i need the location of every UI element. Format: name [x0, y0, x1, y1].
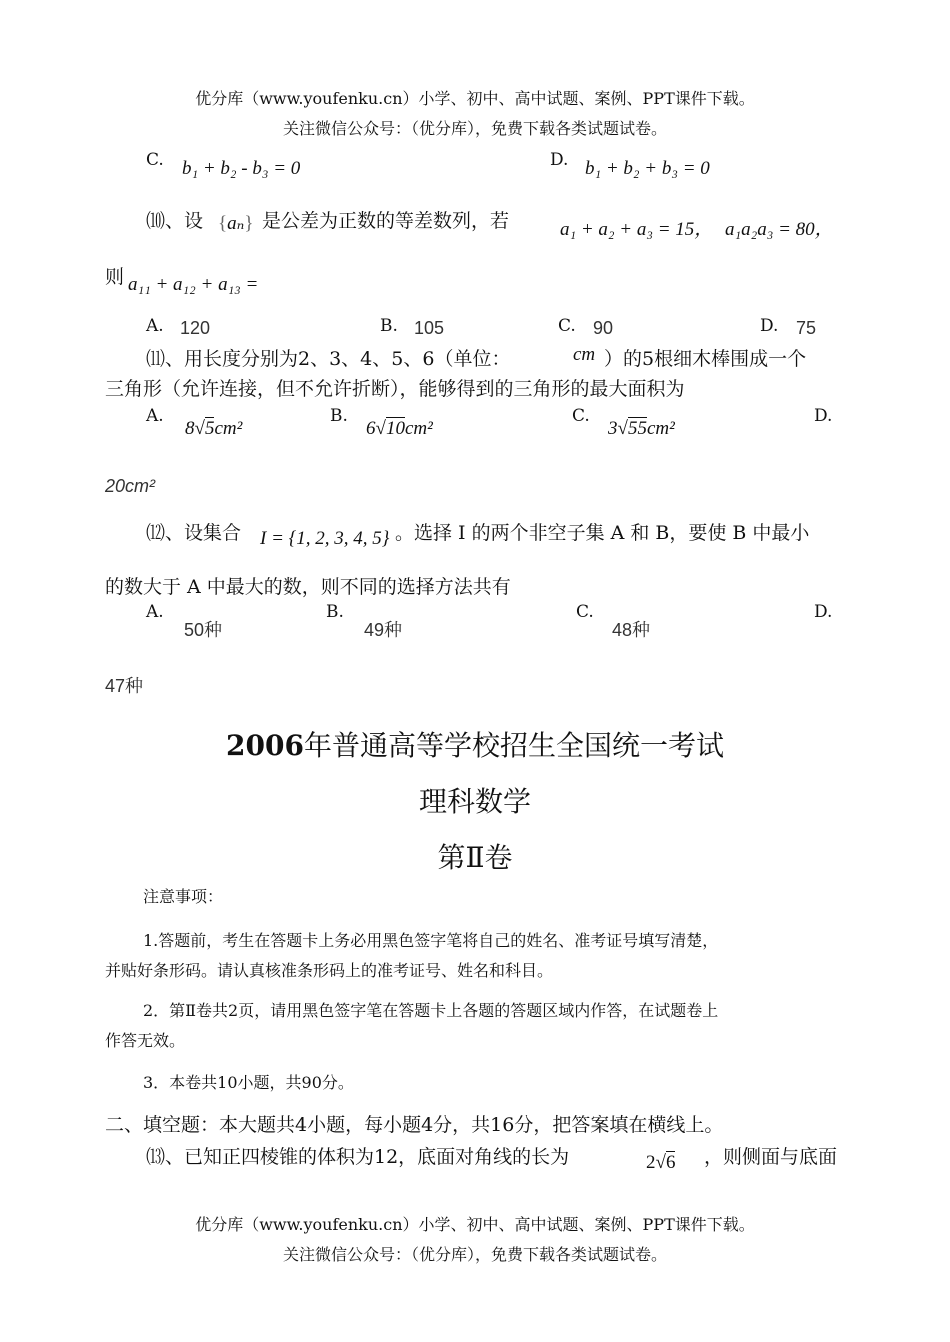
q11-option-a-unit: cm²	[214, 418, 243, 439]
q12-option-a-value: 50种	[184, 620, 223, 640]
note-1-line-2: 并贴好条形码。请认真核准条形码上的准考证号、姓名和科目。	[105, 961, 554, 980]
footer-line-1: 优分库（www.youfenku.cn）小学、初中、高中试题、案例、PPT课件下载。	[195, 1215, 755, 1234]
q11-option-d-label: D.	[814, 406, 833, 426]
q10-sequence: {aₙ}	[218, 213, 254, 234]
q11-option-c-coef: 3	[608, 418, 618, 439]
q12-option-c-value: 48种	[612, 620, 651, 640]
q10-option-c-label: C.	[558, 316, 576, 336]
q10-expression: a₁₁ + a₁₂ + a₁₃ =	[128, 274, 259, 295]
q11-option-a-value: 8√5cm²	[185, 418, 243, 439]
q13-text-b: ，则侧面与底面	[704, 1146, 838, 1168]
exam-title-year: 2006	[226, 729, 304, 762]
q11-option-b-value: 6√10cm²	[366, 418, 433, 439]
q11-option-b-coef: 6	[366, 418, 376, 439]
part2-heading: 二、填空题：本大题共4小题，每小题4分，共16分，把答案填在横线上。	[105, 1114, 724, 1136]
q10-option-a-label: A.	[146, 316, 164, 336]
q10-condition-sum: a₁ + a₂ + a₃ = 15，	[560, 219, 714, 240]
q9-option-d-label: D.	[550, 150, 569, 170]
header-line-2: 关注微信公众号：（优分库），免费下载各类试题试卷。	[282, 119, 667, 138]
q9-option-c-math: b₁ + b₂ - b₃ = 0	[182, 158, 301, 179]
q11-option-d-value: 20cm²	[105, 476, 156, 496]
note-1-line-1: 1.答题前，考生在答题卡上务必用黑色签字笔将自己的姓名、准考证号填写清楚，	[143, 931, 719, 950]
q10-option-d-label: D.	[760, 316, 779, 336]
q10-number: ⑽、设	[146, 210, 204, 232]
q9-option-c-label: C.	[146, 150, 164, 170]
q11-option-a-label: A.	[146, 406, 164, 426]
q11-unit: cm	[573, 344, 596, 365]
q11-option-a-radicand: 5	[204, 418, 215, 439]
exam-volume: 第Ⅱ卷	[437, 841, 513, 874]
q11-text-2: 三角形（允许连接，但不允许折断），能够得到的三角形的最大面积为	[105, 378, 685, 400]
exam-title-text: 年普通高等学校招生全国统一考试	[303, 729, 724, 762]
q10-option-d-value: 75	[796, 318, 817, 338]
q12-option-b-label: B.	[326, 602, 344, 622]
q10-sequence-symbol: aₙ	[227, 213, 245, 234]
note-3: 3．本卷共10小题，共90分。	[143, 1073, 354, 1092]
q10-text-1: 是公差为正数的等差数列，若	[262, 210, 510, 232]
q11-option-b-unit: cm²	[404, 418, 433, 439]
q11-option-a-coef: 8	[185, 418, 195, 439]
q10-condition-product: a₁a₂a₃ = 80，	[725, 219, 834, 240]
q11-option-c-radicand: 55	[627, 418, 647, 439]
q10-text-2: 则	[105, 266, 125, 288]
q12-option-a-label: A.	[146, 602, 164, 622]
q12-option-d-value: 47种	[105, 676, 144, 696]
q12-text-1a: ⑿、设集合	[146, 522, 242, 544]
q13-diagonal: 2√6	[646, 1152, 676, 1173]
q9-option-d-math: b₁ + b₂ + b₃ = 0	[585, 158, 710, 179]
header-line-1: 优分库（www.youfenku.cn）小学、初中、高中试题、案例、PPT课件下载。	[195, 89, 755, 108]
q13-diagonal-coef: 2	[646, 1152, 656, 1173]
note-2-line-2: 作答无效。	[105, 1031, 186, 1050]
q12-option-c-label: C.	[576, 602, 594, 622]
q13-text-a: ⒀、已知正四棱锥的体积为12，底面对角线的长为	[146, 1146, 570, 1168]
note-2-line-1: 2．第Ⅱ卷共2页，请用黑色签字笔在答题卡上各题的答题区域内作答，在试题卷上	[143, 1001, 719, 1020]
q11-text-1b: ）的5根细木棒围成一个	[604, 348, 807, 370]
q13-diagonal-radicand: 6	[665, 1152, 676, 1173]
footer-line-2: 关注微信公众号：（优分库），免费下载各类试题试卷。	[282, 1245, 667, 1264]
q10-option-b-label: B.	[380, 316, 398, 336]
q12-set: I = {1, 2, 3, 4, 5}	[260, 528, 390, 549]
q11-option-c-label: C.	[572, 406, 590, 426]
q12-text-2: 的数大于 A 中最大的数，则不同的选择方法共有	[105, 576, 511, 598]
q11-option-c-unit: cm²	[646, 418, 675, 439]
exam-subtitle: 理科数学	[418, 785, 531, 818]
exam-title	[0, 724, 950, 764]
q11-option-b-label: B.	[330, 406, 348, 426]
q10-option-a-value: 120	[180, 318, 211, 338]
q12-option-d-label: D.	[814, 602, 833, 622]
q11-text-1a: ⑾、用长度分别为2、3、4、5、6（单位：	[146, 348, 511, 370]
notes-heading: 注意事项：	[143, 887, 224, 906]
q11-option-b-radicand: 10	[385, 418, 405, 439]
q10-option-c-value: 90	[593, 318, 614, 338]
q11-option-c-value: 3√55cm²	[608, 418, 675, 439]
q12-text-1b: 。选择 I 的两个非空子集 A 和 B，要使 B 中最小	[395, 522, 810, 544]
q10-option-b-value: 105	[414, 318, 445, 338]
q12-option-b-value: 49种	[364, 620, 403, 640]
